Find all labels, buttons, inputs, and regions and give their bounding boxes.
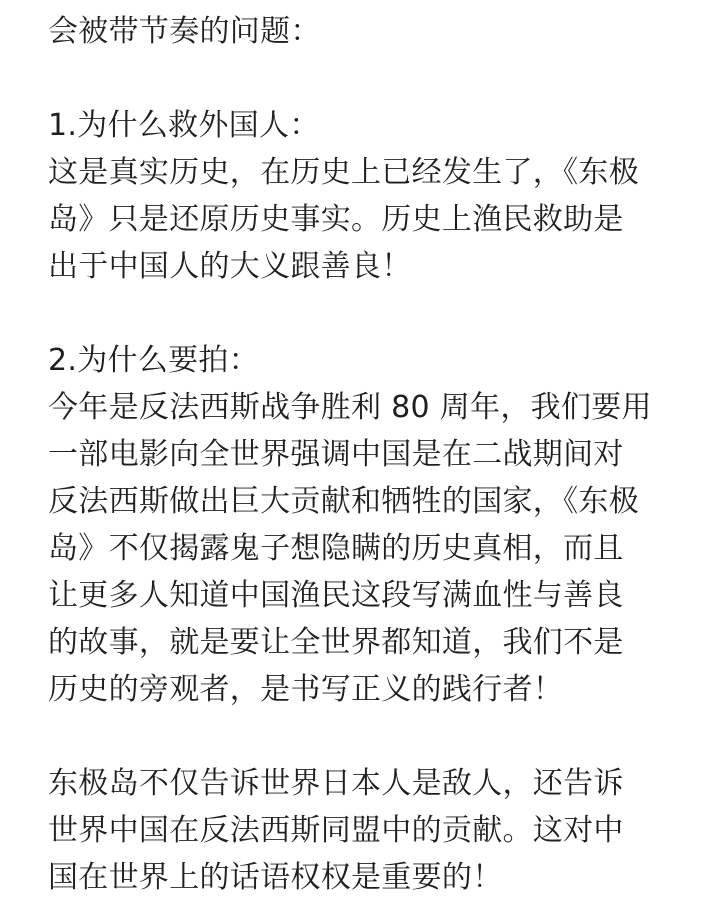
question-2-title: 2.为什么要拍： [48,343,260,378]
question-2-line: 一部电影向全世界强调中国是在二战期间对 [48,437,624,472]
paragraph-gap [48,290,708,337]
question-2-line: 让更多人知道中国渔民这段写满血性与善良 [48,578,624,613]
question-1-paragraph [48,102,708,290]
document-body [48,8,708,901]
question-2-line: 的故事，就是要让全世界都知道，我们不是 [48,625,624,660]
paragraph-gap [48,713,708,760]
question-1-line: 出于中国人的大义跟善良！ [48,249,412,284]
question-2-line: 反法西斯做出巨大贡献和牺牲的国家，《东极 [48,484,639,519]
question-1-line: 岛》只是还原历史事实。历史上渔民救助是 [48,202,624,237]
question-1-line: 这是真实历史，在历史上已经发生了，《东极 [48,155,639,190]
question-2-line: 历史的旁观者，是书写正义的践行者！ [48,672,564,707]
paragraph-gap [48,55,708,102]
conclusion-paragraph [48,760,708,901]
question-2-line: 岛》不仅揭露鬼子想隐瞒的历史真相，而且 [48,531,624,566]
heading-line: 会被带节奏的问题： [48,14,321,49]
heading-paragraph [48,8,708,55]
question-2-line: 今年是反法西斯战争胜利 80 周年，我们要用 [48,390,652,425]
conclusion-line: 国在世界上的话语权权是重要的！ [48,860,503,895]
conclusion-line: 世界中国在反法西斯同盟中的贡献。这对中 [48,813,624,848]
question-1-title: 1.为什么救外国人： [48,108,320,143]
conclusion-line: 东极岛不仅告诉世界日本人是敌人，还告诉 [48,766,624,801]
question-2-paragraph [48,337,708,713]
